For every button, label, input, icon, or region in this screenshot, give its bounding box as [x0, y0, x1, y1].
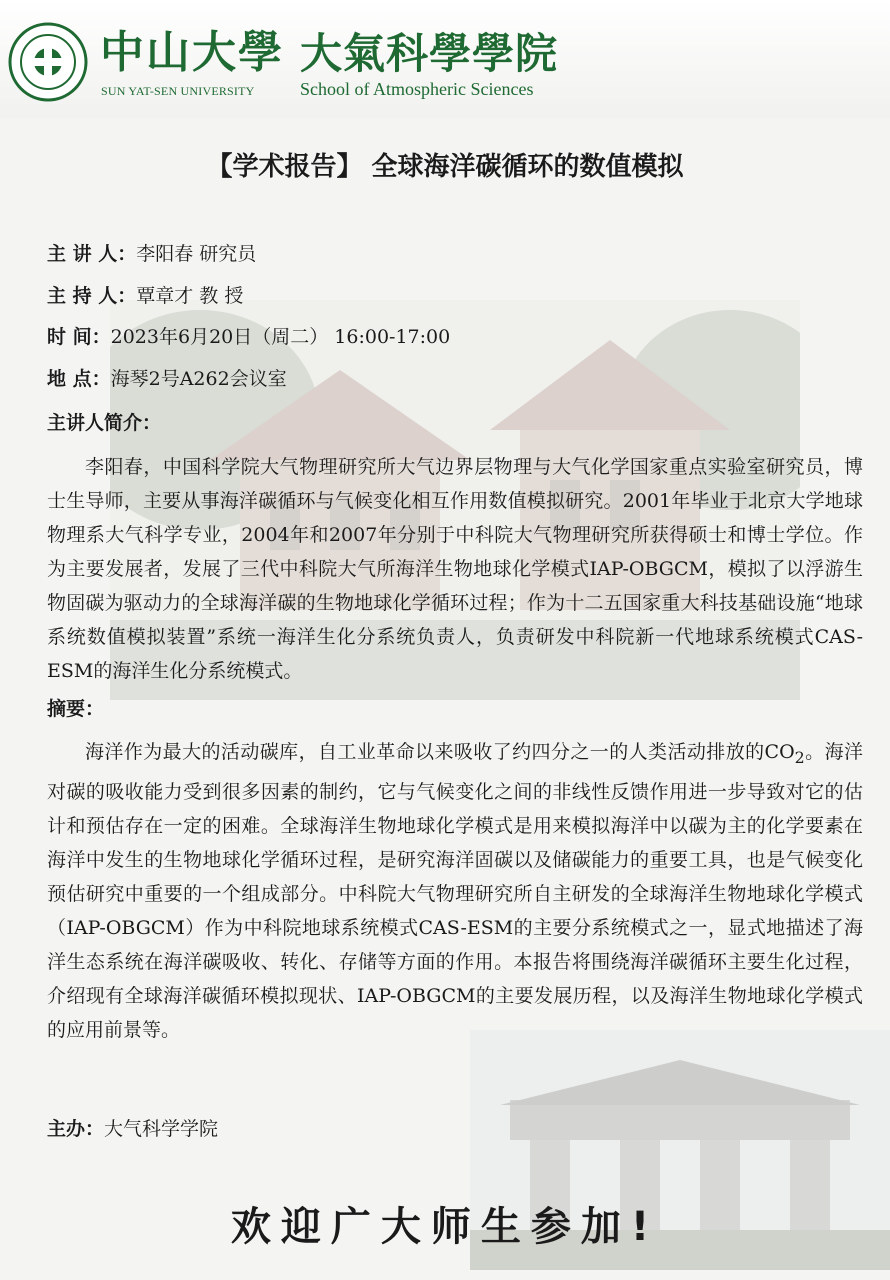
time-value: 2023年6月20日（周二） 16:00-17:00 — [110, 326, 451, 348]
abstract-paragraph — [47, 735, 863, 1047]
time-label: 时 间： — [47, 326, 111, 348]
university-seal-icon — [8, 22, 88, 102]
host-line — [47, 284, 243, 308]
place-line — [47, 367, 287, 391]
bio-heading: 主讲人简介： — [47, 412, 162, 434]
place-label: 地 点： — [47, 368, 111, 390]
header-banner — [0, 0, 890, 118]
university-name-cn: 中山大學 — [100, 27, 284, 78]
abstract-text-start: 海洋作为最大的活动碳库，自工业革命以来吸收了约四分之一的人类活动排放的CO — [85, 741, 795, 763]
speaker-label: 主 讲 人： — [47, 243, 137, 265]
organizer-label: 主办： — [47, 1118, 105, 1140]
organizer-line — [47, 1117, 218, 1141]
bio-paragraph: 李阳春，中国科学院大气物理研究所大气边界层物理与大气化学国家重点实验室研究员，博士生导师，主要从事海洋碳循环与气候变化相互作用数值模拟研究。2001年毕业于北京大学地球物理系大气科学专业，2004年和2007年分别于中科院大气物理研究所获得硕士和博士学位。作为主要发展者，发展了三代中科院大气所海洋生物地球化学模式IAP-OBGCM，模拟了以浮游生物固碳为驱动力的全球海洋碳的生物地球化学循环过程；作为十二五国家重大科技基础设施“地球系统数值模拟装置”系统一海洋生化分系统负责人，负责研发中科院新一代地球系统模式CAS-ESM的海洋生化分系统模式。 — [47, 456, 863, 682]
school-name-en: School of Atmospheric Sciences — [300, 79, 534, 99]
host-label: 主 持 人： — [47, 285, 137, 307]
time-line — [47, 325, 450, 349]
host-value: 覃章才 教 授 — [136, 285, 244, 307]
report-title: 【学术报告】 全球海洋碳循环的数值模拟 — [206, 152, 684, 182]
school-name-cn: 大氣科學學院 — [300, 29, 559, 78]
speaker-line — [47, 242, 256, 266]
university-name-en: SUN YAT-SEN UNIVERSITY — [101, 84, 255, 98]
welcome-banner: 欢迎广大师生参加! — [230, 1204, 660, 1250]
abstract-heading: 摘要： — [47, 698, 105, 720]
organizer-value: 大气科学学院 — [104, 1118, 219, 1140]
place-value: 海琴2号A262会议室 — [110, 368, 287, 390]
co2-subscript: 2 — [794, 747, 805, 767]
abstract-text-rest: 。海洋对碳的吸收能力受到很多因素的制约，它与气候变化之间的非线性反馈作用进一步导致对它的估计和预估存在一定的困难。全球海洋生物地球化学模式是用来模拟海洋中以碳为主的化学要素在海洋中发生的生物地球化学循环过程，是研究海洋固碳以及储碳能力的重要工具，也是气候变化预估研究中重要的一个组成部分。中科院大气物理研究所自主研发的全球海洋生物地球化学模式（IAP-OBGCM）作为中科院地球系统模式CAS-ESM的主要分系统模式之一，显式地描述了海洋生态系统在海洋碳吸收、转化、存储等方面的作用。本报告将围绕海洋碳循环主要生化过程，介绍现有全球海洋碳循环模拟现状、IAP-OBGCM的主要发展历程，以及海洋生物地球化学模式的应用前景等。 — [47, 741, 863, 1041]
speaker-value: 李阳春 研究员 — [136, 243, 257, 265]
